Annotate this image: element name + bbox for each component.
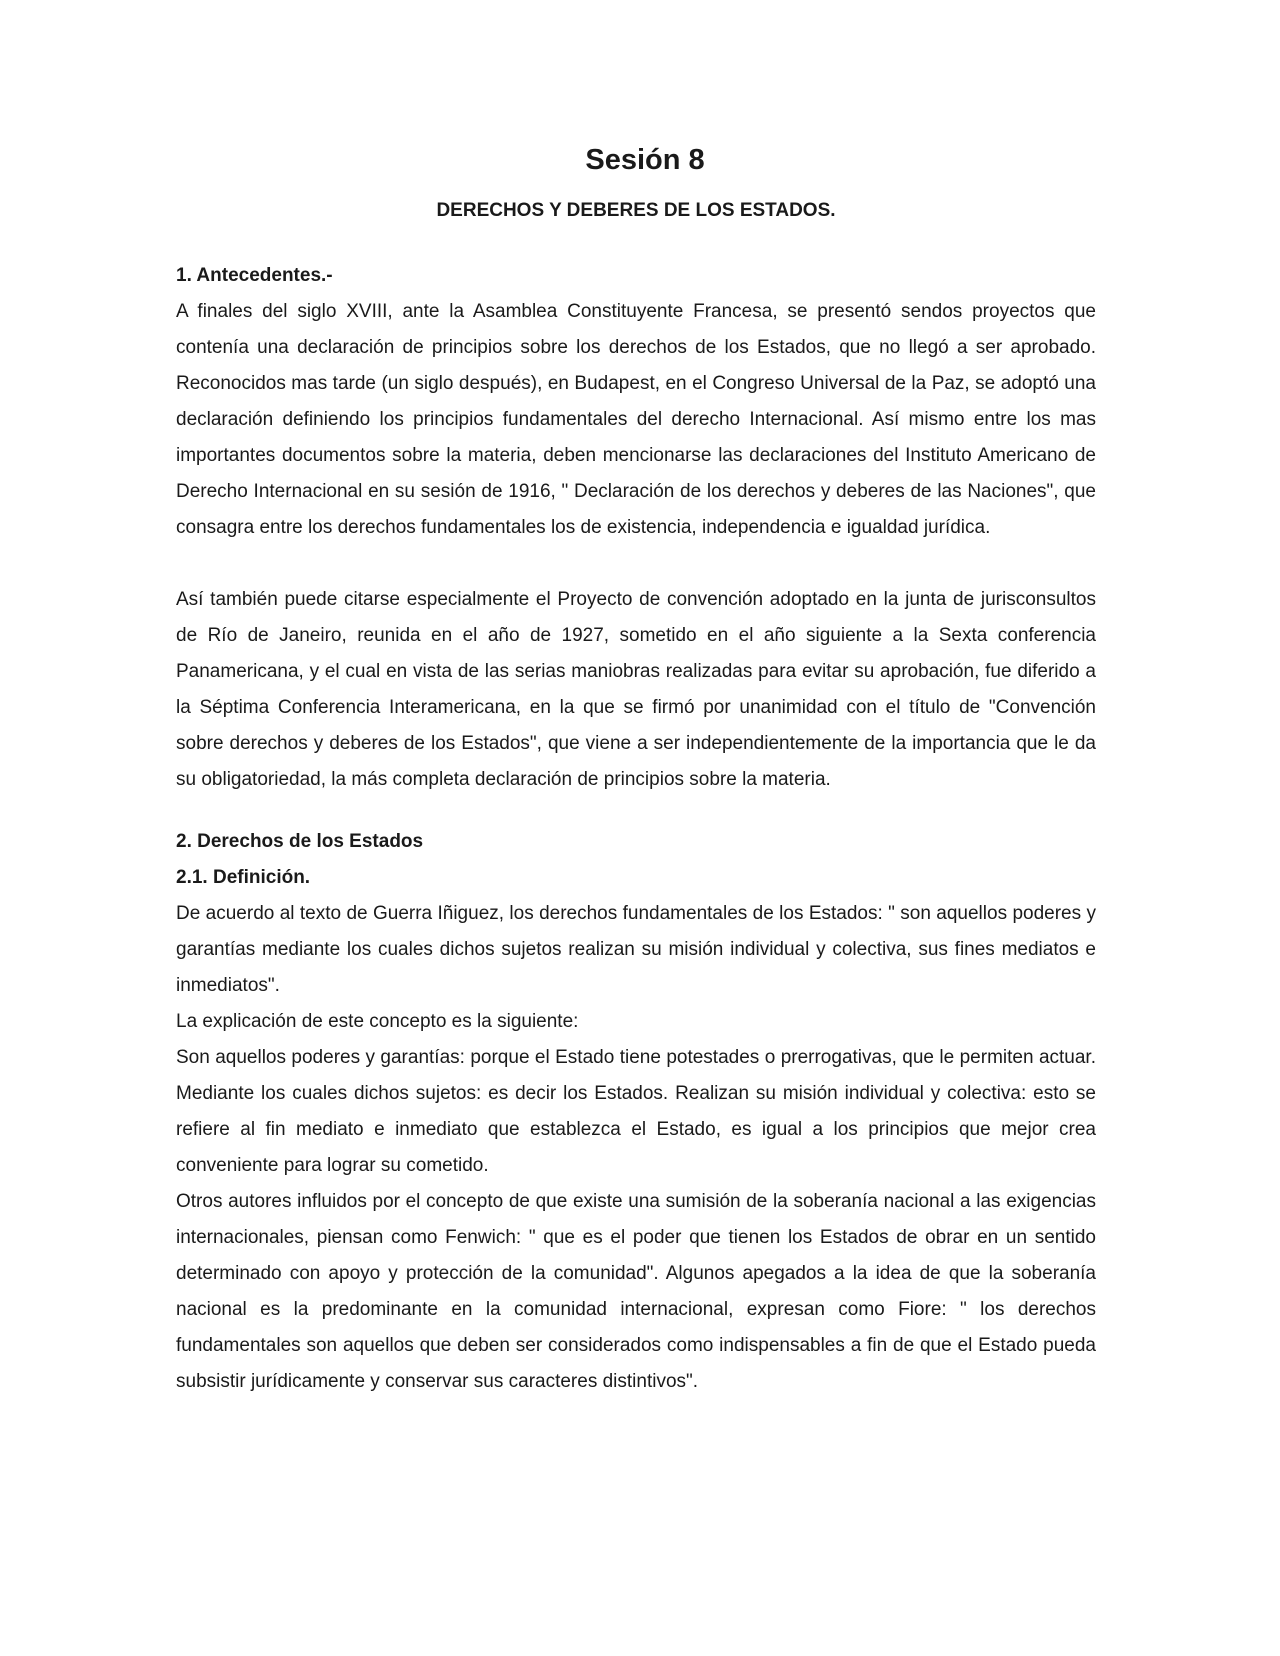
section-heading-derechos: 2. Derechos de los Estados <box>176 831 424 852</box>
subsection-heading-definicion: 2.1. Definición. <box>176 867 311 888</box>
document-page <box>176 140 1096 1400</box>
page-title: Sesión 8 <box>585 144 705 176</box>
paragraph-definicion-4: Otros autores influidos por el concepto de que existe una sumisión de la soberanía nacional a las exigencias internacionales, piensan como Fenwich: " que es el poder que tienen los Estados de obrar en un sentido determinado con apoyo y protección de la comunidad". Algunos apegados a la idea de que la soberanía nacional es la predominante en la comunidad internacional, expresan como Fiore: " los derechos fundamentales son aquellos que deben ser considerados como indispensables a fin de que el Estado pueda subsistir jurídicamente y conservar sus caracteres distintivos". <box>176 1191 1096 1392</box>
page-subtitle: DERECHOS Y DEBERES DE LOS ESTADOS. <box>436 200 836 221</box>
paragraph-antecedentes-2: Así también puede citarse especialmente el Proyecto de convención adoptado en la junta de jurisconsultos de Río de Janeiro, reunida en el año de 1927, sometido en el año siguiente a la Sexta conferencia Panamericana, y el cual en vista de las serias maniobras realizadas para evitar su aprobación, fue diferido a la Séptima Conferencia Interamericana, en la que se firmó por unanimidad con el título de "Convención sobre derechos y deberes de los Estados", que viene a ser independientemente de la importancia que le da su obligatoriedad, la más completa declaración de principios sobre la materia. <box>176 589 1096 790</box>
paragraph-definicion-1: De acuerdo al texto de Guerra Iñiguez, los derechos fundamentales de los Estados: " son aquellos poderes y garantías mediante los cuales dichos sujetos realizan su misión individual y colectiva, sus fines mediatos e inmediatos". <box>176 903 1096 996</box>
section-heading-antecedentes: 1. Antecedentes.- <box>176 265 333 286</box>
paragraph-definicion-3: Son aquellos poderes y garantías: porque el Estado tiene potestades o prerrogativas, que le permiten actuar. Mediante los cuales dichos sujetos: es decir los Estados. Realizan su misión individual y colectiva: esto se refiere al fin mediato e inmediato que establezca el Estado, es igual a los principios que mejor crea conveniente para lograr su cometido. <box>176 1047 1096 1176</box>
paragraph-spacer <box>176 546 1096 582</box>
paragraph-antecedentes-1: A finales del siglo XVIII, ante la Asamblea Constituyente Francesa, se presentó sendos proyectos que contenía una declaración de principios sobre los derechos de los Estados, que no llegó a ser aprobado. Reconocidos mas tarde (un siglo después), en Budapest, en el Congreso Universal de la Paz, se adoptó una declaración definiendo los principios fundamentales del derecho Internacional. Así mismo entre los mas importantes documentos sobre la materia, deben mencionarse las declaraciones del Instituto Americano de Derecho Internacional en su sesión de 1916, " Declaración de los derechos y deberes de las Naciones", que consagra entre los derechos fundamentales los de existencia, independencia e igualdad jurídica. <box>176 301 1096 538</box>
paragraph-definicion-2: La explicación de este concepto es la siguiente: <box>176 1011 579 1032</box>
